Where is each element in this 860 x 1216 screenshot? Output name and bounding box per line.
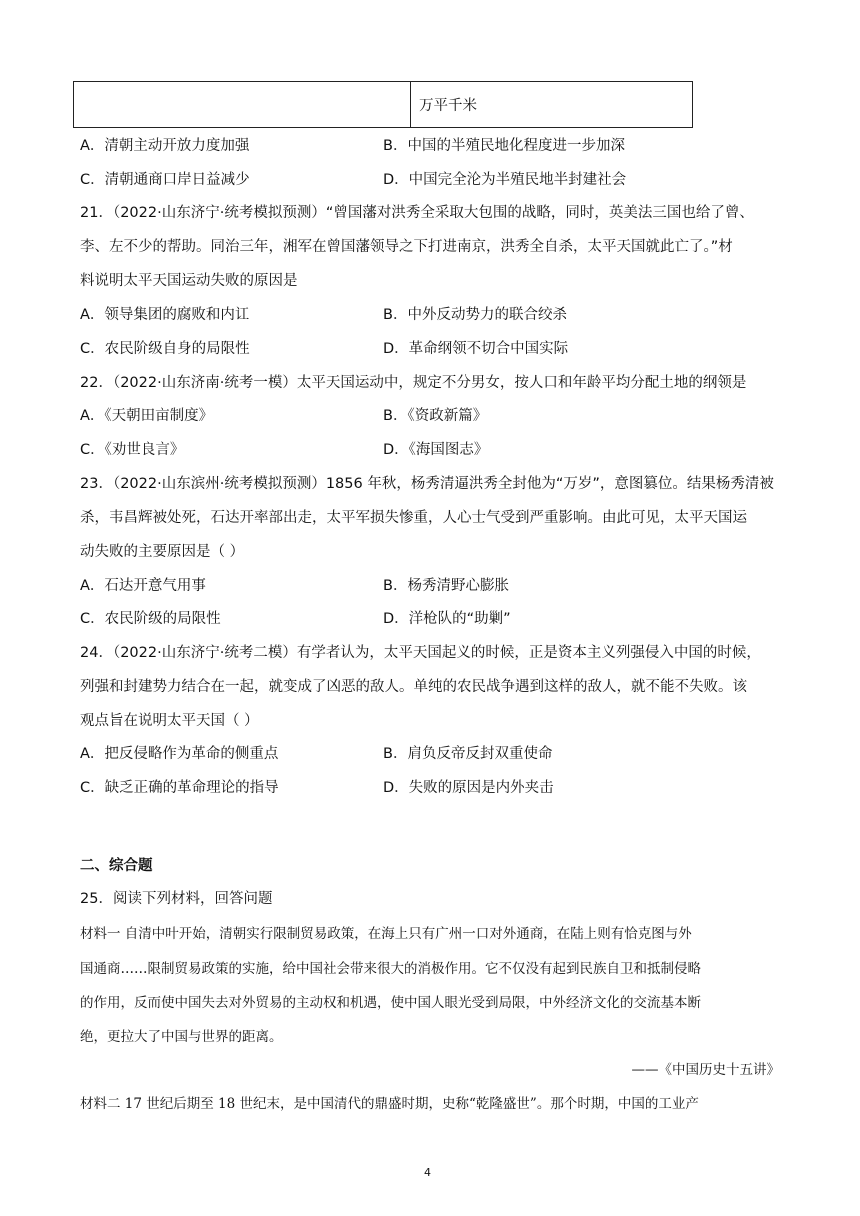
material1-line-3: 的作用，反而使中国失去对外贸易的主动权和机遇，使中国人眼光受到局限，中外经济文化的交流基本断	[80, 995, 701, 1011]
q23-stem-line-2: 杀，韦昌辉被处死，石达开率部出走，太平军损失惨重，人心士气受到严重影响。由此可见，太平天国运	[80, 510, 747, 526]
q23-stem-line-3: 动失败的主要原因是（ ）	[80, 544, 245, 560]
q22-stem-line-1: 22．（2022·山东济南·统考一模）太平天国运动中，规定不分男女，按人口和年龄平均分配土地的纲领是	[80, 375, 747, 391]
section-heading: 二、综合题	[80, 858, 153, 874]
q21-option-d: D．革命纲领不切合中国实际	[383, 341, 569, 357]
q23-stem-line-1: 23．（2022·山东滨州·统考模拟预测）1856 年秋，杨秀清逼洪秀全封他为“万岁”，意图篡位。结果杨秀清被	[80, 476, 774, 492]
material1-source: ——《中国历史十五讲》	[631, 1062, 780, 1078]
q22-option-b: B．《资政新篇》	[383, 408, 488, 424]
q24-option-a: A．把反侵略作为革命的侧重点	[80, 746, 279, 762]
q22-option-c: C．《劝世良言》	[80, 442, 185, 458]
q20-option-c: C．清朝通商口岸日益减少	[80, 172, 250, 188]
q21-stem-line-2: 李、左不少的帮助。同治三年，湘军在曾国藩领导之下打进南京，洪秀全自杀，太平天国就此亡了。”材	[80, 239, 733, 255]
q22-option-a: A．《天朝田亩制度》	[80, 408, 214, 424]
q25-stem: 25．阅读下列材料，回答问题	[80, 891, 273, 907]
q20-option-b: B．中国的半殖民地化程度进一步加深	[383, 138, 625, 154]
material1-line-4: 绝，更拉大了中国与世界的距离。	[80, 1029, 283, 1045]
q23-option-c: C．农民阶级的局限性	[80, 611, 221, 627]
q24-option-d: D．失败的原因是内外夹击	[383, 780, 554, 796]
q21-option-a: A．领导集团的腐败和内讧	[80, 307, 250, 323]
material1-line-1: 材料一 自清中叶开始，清朝实行限制贸易政策，在海上只有广州一口对外通商，在陆上则有恰克图与外	[80, 926, 692, 942]
table-cell-left	[74, 82, 411, 128]
q24-stem-line-2: 列强和封建势力结合在一起，就变成了凶恶的敌人。单纯的农民战争遇到这样的敌人，就不能不失败。该	[80, 679, 747, 695]
q20-option-a: A．清朝主动开放力度加强	[80, 138, 250, 154]
q24-option-c: C．缺乏正确的革命理论的指导	[80, 780, 279, 796]
answer-table	[73, 81, 693, 128]
q23-option-b: B．杨秀清野心膨胀	[383, 578, 509, 594]
q24-stem-line-3: 观点旨在说明太平天国（ ）	[80, 713, 259, 729]
page-number: 4	[424, 1166, 431, 1179]
q23-option-a: A．石达开意气用事	[80, 578, 206, 594]
q23-option-d: D．洋枪队的“助剿”	[383, 611, 511, 627]
table-cell-right: 万平千米	[411, 82, 693, 128]
material2-line-1: 材料二 17 世纪后期至 18 世纪末，是中国清代的鼎盛时期，史称“乾隆盛世”。那个时期，中国的工业产	[80, 1096, 699, 1112]
q21-option-c: C．农民阶级自身的局限性	[80, 341, 250, 357]
q21-stem-line-1: 21．（2022·山东济宁·统考模拟预测）“曾国藩对洪秀全采取大包围的战略，同时，英美法三国也给了曾、	[80, 205, 754, 221]
q24-option-b: B．肩负反帝反封双重使命	[383, 746, 553, 762]
q22-option-d: D．《海国图志》	[383, 442, 489, 458]
q20-option-d: D．中国完全沦为半殖民地半封建社会	[383, 172, 627, 188]
material1-line-2: 国通商……限制贸易政策的实施，给中国社会带来很大的消极作用。它不仅没有起到民族自卫和抵制侵略	[80, 961, 701, 977]
q21-stem-line-3: 料说明太平天国运动失败的原因是	[80, 273, 298, 289]
q24-stem-line-1: 24．（2022·山东济宁·统考二模）有学者认为，太平天国起义的时候，正是资本主义列强侵入中国的时候，	[80, 645, 761, 661]
q21-option-b: B．中外反动势力的联合绞杀	[383, 307, 567, 323]
